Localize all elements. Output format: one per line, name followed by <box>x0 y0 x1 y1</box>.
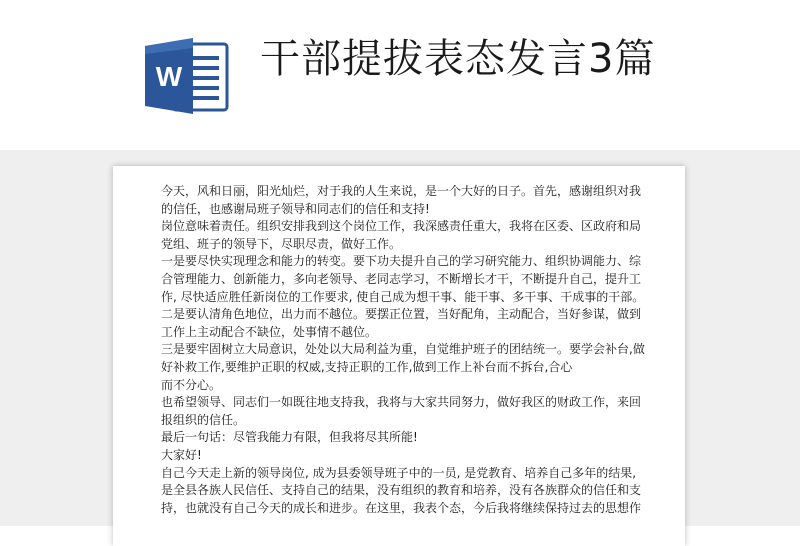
text-line: 报组织的信任。 <box>161 412 246 427</box>
text-line: 而不分心。 <box>161 377 222 392</box>
text-line: 持，也就没有自己今天的成长和进步。在这里，我表个态，今后我将继续保持过去的思想作 <box>161 500 642 515</box>
text-line: 党组、班子的领导下，尽职尽责，做好工作。 <box>161 236 402 251</box>
text-line: 好补救工作,要维护正职的权威,支持正职的工作,做到工作上补台而不拆台,合心 <box>161 359 573 374</box>
text-line: 合管理能力、创新能力，多向老领导、老同志学习，不断增长才干，不断提升自己，提升工 <box>161 271 642 286</box>
word-icon-letter: W <box>155 61 183 92</box>
text-line: 工作上主动配合不缺位，处事情不越位。 <box>161 324 378 339</box>
text-line: 大家好! <box>161 447 202 462</box>
word-icon <box>143 36 229 116</box>
text-line: 的信任，也感谢局班子领导和同志们的信任和支持! <box>161 201 430 216</box>
text-line: 二是要认清角色地位，出力而不越位。要摆正位置，当好配角，主动配合，当好参谋，做到 <box>161 307 642 322</box>
text-line: 自己今天走上新的领导岗位, 成为县委领导班子中的一员, 是党教育、培养自己多年的结果, <box>161 465 637 480</box>
text-line: 也希望领导、同志们一如既往地支持我，我将与大家共同努力，做好我区的财政工作，来回 <box>161 395 642 410</box>
text-line: 最后一句话：尽管我能力有限，但我将尽其所能! <box>161 430 418 445</box>
text-line: 三是要牢固树立大局意识，处处以大局利益为重，自觉维护班子的团结统一。要学会补台,做 <box>161 342 645 357</box>
text-line: 一是要尽快实现理念和能力的转变。要下功夫提升自己的学习研究能力、组织协调能力、综 <box>161 254 642 269</box>
text-line: 作, 尽快适应胜任新岗位的工作要求, 使自己成为想干事、能干事、多干事、干成事的干部。 <box>161 289 645 304</box>
page-title: 干部提拔表态发言3篇 <box>260 36 656 82</box>
document-body <box>161 183 643 517</box>
text-line: 是全县各族人民信任、支持自己的结果，没有组织的教育和培养，没有各族群众的信任和支 <box>161 483 642 498</box>
header <box>0 0 800 150</box>
document-page <box>113 166 685 546</box>
text-line: 岗位意味着责任。组织安排我到这个岗位工作，我深感责任重大，我将在区委、区政府和局 <box>161 219 642 234</box>
text-line: 今天，风和日丽，阳光灿烂，对于我的人生来说，是一个大好的日子。首先，感谢组织对我 <box>161 184 642 198</box>
